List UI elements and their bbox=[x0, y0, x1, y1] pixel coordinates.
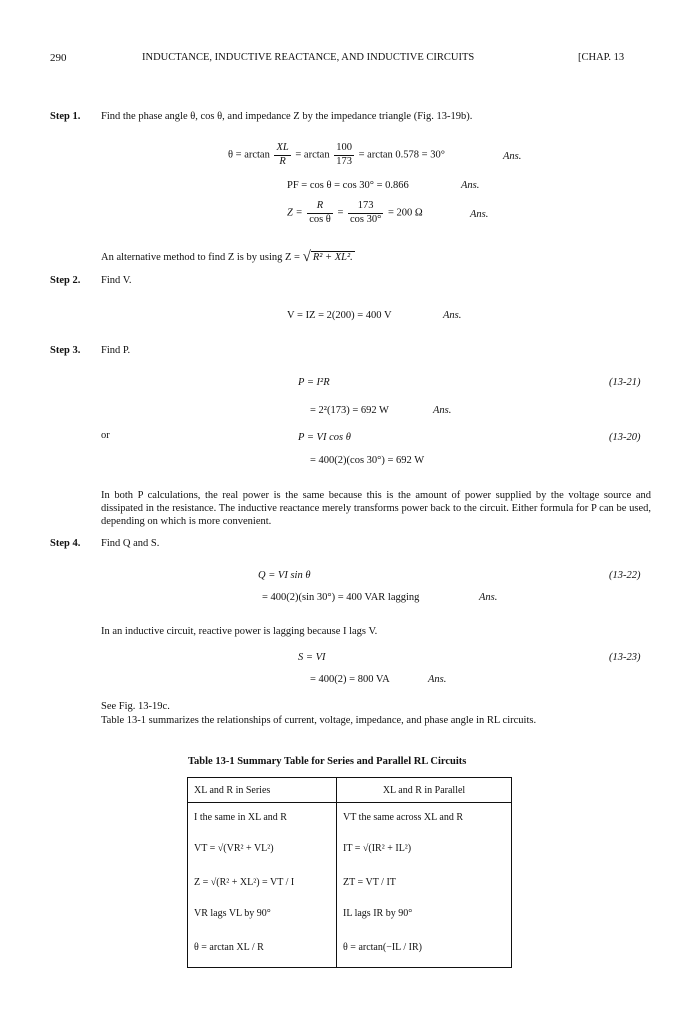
eq-q1: Q = VI sin θ bbox=[258, 570, 311, 581]
step1-text: Find the phase angle θ, cos θ, and impedance Z by the impedance triangle (Fig. 13-19b). bbox=[101, 111, 473, 122]
table-title: Table 13-1 Summary Table for Series and Parallel RL Circuits bbox=[188, 756, 467, 767]
eq-p1: P = I²R bbox=[298, 377, 330, 388]
table-cell: IL lags IR by 90° bbox=[337, 899, 512, 927]
table-cell: IT = √(IR² + IL²) bbox=[337, 831, 512, 865]
step1-label: Step 1. bbox=[50, 111, 81, 122]
ans-pf: Ans. bbox=[461, 180, 480, 191]
see-fig: See Fig. 13-19c. bbox=[101, 701, 170, 712]
ans-theta: Ans. bbox=[503, 151, 522, 162]
step4-label: Step 4. bbox=[50, 538, 81, 549]
table-intro: Table 13-1 summarizes the relationships of current, voltage, impedance, and phase angle in RL circuits. bbox=[101, 715, 537, 726]
table-cell: θ = arctan XL / R bbox=[188, 927, 337, 968]
page-number: 290 bbox=[50, 52, 67, 64]
or-label: or bbox=[101, 430, 110, 441]
step3-text: Find P. bbox=[101, 345, 131, 356]
table-header-row bbox=[188, 778, 512, 803]
eq-q2: = 400(2)(sin 30°) = 400 VAR lagging bbox=[262, 592, 420, 603]
eq-s2: = 400(2) = 800 VA bbox=[310, 674, 390, 685]
table-cell: ZT = VT / IT bbox=[337, 865, 512, 899]
ans-q: Ans. bbox=[479, 592, 498, 603]
step2-text: Find V. bbox=[101, 275, 132, 286]
power-paragraph: In both P calculations, the real power is the same because this is the amount of power supplied by the voltage source and dissipated in the resistance. The inductive reactance merely transforms power back to the circuit. Either formula for P can be used, depending on which is more convenient. bbox=[101, 490, 651, 527]
table-row bbox=[188, 899, 512, 927]
table-cell: VT = √(VR² + VL²) bbox=[188, 831, 337, 865]
table-row bbox=[188, 803, 512, 832]
step4-text: Find Q and S. bbox=[101, 538, 160, 549]
ans-v: Ans. bbox=[443, 310, 462, 321]
step2-label: Step 2. bbox=[50, 275, 81, 286]
running-title: INDUCTANCE, INDUCTIVE REACTANCE, AND INDUCTIVE CIRCUITS bbox=[142, 52, 475, 63]
eqno-13-21: (13-21) bbox=[609, 377, 641, 388]
table-cell: VR lags VL by 90° bbox=[188, 899, 337, 927]
ans-z: Ans. bbox=[470, 209, 489, 220]
col-header-series: XL and R in Series bbox=[188, 778, 337, 803]
summary-table bbox=[187, 777, 512, 968]
table-row bbox=[188, 865, 512, 899]
col-header-parallel: XL and R in Parallel bbox=[337, 778, 512, 803]
table-cell: I the same in XL and R bbox=[188, 803, 337, 832]
ans-s: Ans. bbox=[428, 674, 447, 685]
eq-p4: = 400(2)(cos 30°) = 692 W bbox=[310, 455, 425, 466]
ans-p: Ans. bbox=[433, 405, 452, 416]
step3-label: Step 3. bbox=[50, 345, 81, 356]
eq-v: V = IZ = 2(200) = 400 V bbox=[287, 310, 392, 321]
table-row bbox=[188, 927, 512, 968]
lagging-note: In an inductive circuit, reactive power is lagging because I lags V. bbox=[101, 626, 378, 637]
table-cell: VT the same across XL and R bbox=[337, 803, 512, 832]
alt-method-text: An alternative method to find Z is by using Z = √ R² + XL². bbox=[101, 249, 353, 265]
eq-s1: S = VI bbox=[298, 652, 326, 663]
eqno-13-20: (13-20) bbox=[609, 432, 641, 443]
table-cell: Z = √(R² + XL²) = VT / I bbox=[188, 865, 337, 899]
eq-theta: θ = arctan $\frac{XL}{R}$ = arctan $\frac{100}{173}$ = arctan 0.578 = 30° bbox=[228, 142, 445, 167]
chapter-label: [CHAP. 13 bbox=[578, 52, 625, 63]
eq-p2: = 2²(173) = 692 W bbox=[310, 405, 389, 416]
eq-pf: PF = cos θ = cos 30° = 0.866 bbox=[287, 180, 409, 191]
eq-p3: P = VI cos θ bbox=[298, 432, 351, 443]
eqno-13-23: (13-23) bbox=[609, 652, 641, 663]
table-cell: θ = arctan(−IL / IR) bbox=[337, 927, 512, 968]
table-row bbox=[188, 831, 512, 865]
eqno-13-22: (13-22) bbox=[609, 570, 641, 581]
eq-z: Z = $\frac{R}{\text{cos θ}}$ = $\frac{173}{\cos 30^\circ}$ = 200 Ω bbox=[287, 200, 423, 225]
